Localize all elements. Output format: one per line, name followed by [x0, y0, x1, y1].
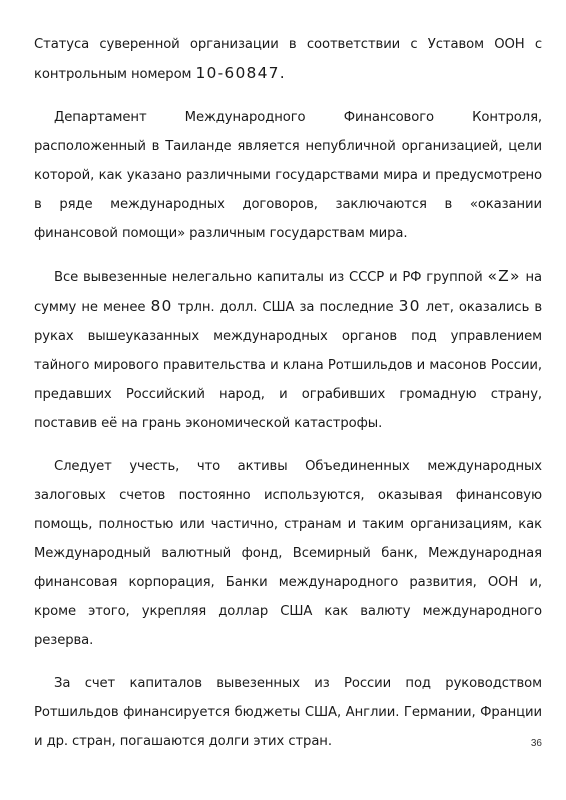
years-number: 30: [398, 297, 421, 315]
paragraph-3-seg3: трлн. долл. США за последние: [172, 300, 399, 315]
group-name: «Z»: [487, 267, 521, 285]
paragraph-3-seg1: Все вывезенные нелегально капиталы из СССР и РФ группой: [54, 270, 488, 285]
paragraph-4: Следует учесть, что активы Объединенных международных залоговых счетов постоянно используются, оказывая финансовую помощь, полностью или частично, странам и таким организациям, как Международный валютный фонд, Всемирный банк, Международная финансовая корпорация, Банки международного развития, ООН и, кроме этого, укрепляя доллар США как валюту международного резерва.: [34, 459, 542, 648]
paragraph-1-text: Статуса суверенной организации в соответствии с Уставом ООН с контрольным номером: [34, 37, 542, 82]
paragraph-5: За счет капиталов вывезенных из России под руководством Ротшильдов финансируется бюджеты США, Англии. Германии, Франции и др. стран, погашаются долги этих стран.: [34, 676, 542, 749]
amount-number: 80: [150, 297, 173, 315]
paragraph-1: [34, 30, 542, 89]
paragraph-2: Департамент Международного Финансового Контроля, расположенный в Таиланде является непубличной организацией, цели которой, как указано различными государствами мира и предусмотрено в ряде международных договоров, заключаются в «оказании финансовой помощи» различным государствам мира.: [34, 110, 542, 241]
paragraph-3: [34, 262, 542, 438]
control-number: 10-60847.: [195, 64, 286, 82]
paragraph-3-seg2: на сумму не менее: [34, 270, 542, 315]
page-number: 36: [530, 738, 542, 749]
paragraph-3-seg4: лет, оказались в руках вышеуказанных международных органов под управлением тайного мирового правительства и клана Ротшильдов и масонов России, предавших Российский народ, и ограбивших громадную страну, поставив её на грань экономической катастрофы.: [34, 300, 542, 431]
